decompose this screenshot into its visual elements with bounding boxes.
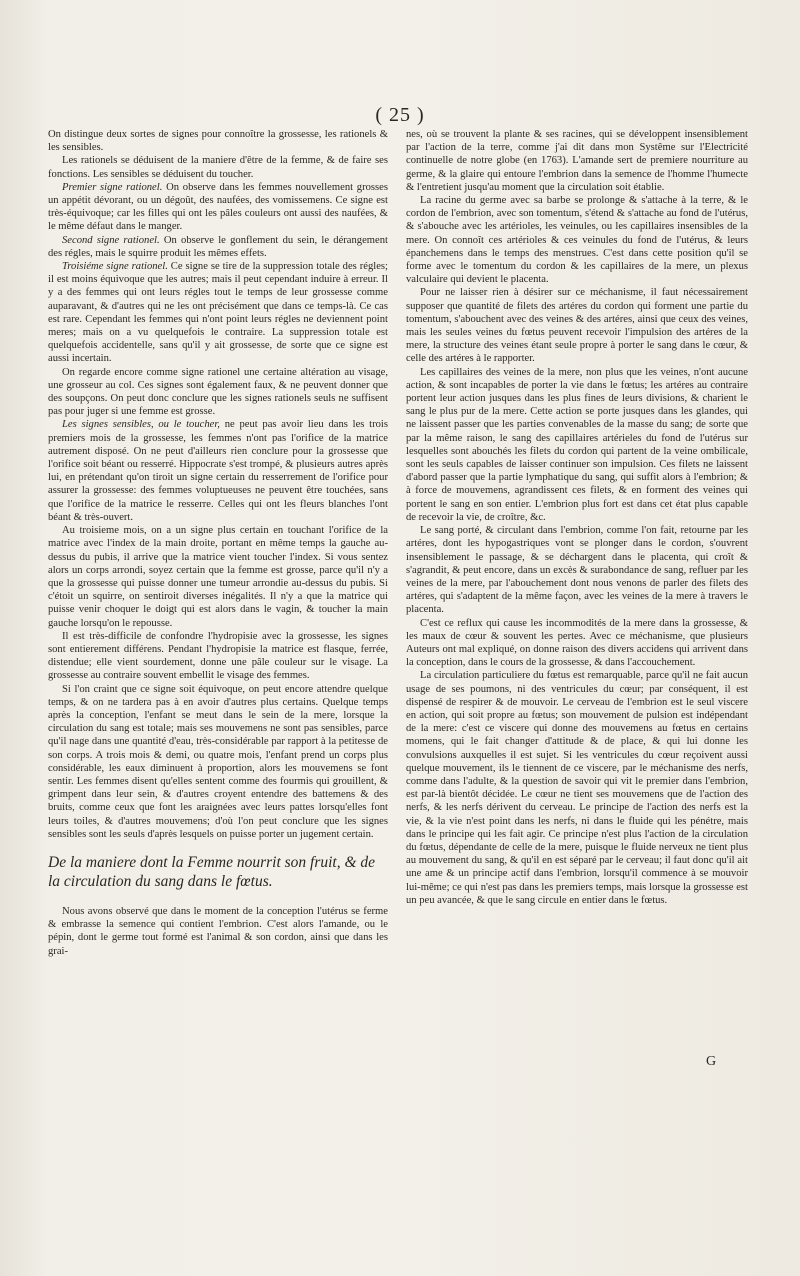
sign-label: Premier signe rationel.: [62, 181, 163, 193]
paragraph: On distingue deux sortes de signes pour connoître la grossesse, les rationels & les sensibles.: [48, 129, 388, 154]
paragraph: C'est ce reflux qui cause les incommodités de la mere dans la grossesse, & les maux de cœur & souvent les pertes. Avec ce méchanisme, que plusieurs Auteurs ont mal expliqué, on donne raison des divers accidens qui arrivent dans la conception, dans le cours de la grossesse, & dans l'accouchement.: [406, 617, 748, 669]
paragraph: Au troisieme mois, on a un signe plus certain en touchant l'orifice de la matrice avec l'index de la main droite, portant en même temps la gauche au-dessus du pubis, il arrive que la matrice vient toucher l'index. Si vous sentez alors un corps arrondi, soyez certain que la femme est grosse, parce qu'il n'y a que la grossesse qui puisse donner une tumeur arrondie au-dessus du pubis. Si c'étoit un squirre, on sentiroit diverses inégalités. Il n'y a que la matrice qui puisse venir choquer le doigt qui est alors dans le vagin, & toucher la main gauche lorsqu'on le repousse.: [48, 525, 388, 629]
sign-text: On observe dans les femmes nouvellement grosses un appétit dévorant, ou un dégoût, des naufées, des vomissemens. Ce signe est très-équivoque; car les filles qui ont les pâles couleurs ont aussi des naufées, & le même défaut dans le manger.: [48, 181, 388, 233]
paragraph: Le sang porté, & circulant dans l'embrion, comme l'on fait, retourne par les artéres, dont les hypogastriques vont se plonger dans le cordon, s'ouvrent insensiblement le passage, & se déchargent dans le placenta, qui croît & s'agrandit, & peut encore, dans un excès & surabondance de sang, refluer par les veines de la mere, par l'abouchement dont nous venons de parler des filets des artéres, qui s'adaptent de la même façon, avec les veines de la mere à travers le placenta.: [406, 525, 748, 616]
sign-paragraph: [48, 181, 388, 234]
sign-label: Second signe rationel.: [62, 234, 160, 246]
paragraph: Les capillaires des veines de la mere, non plus que les veines, n'ont aucune action, & sont incapables de porter la vie dans le fœtus; les artéres au contraire portent leur action jusques dans les plus fines de leurs divisions, & charient le sang le plus pur de la mere. Cette action se porte jusques dans les glandes, qui ne laissent passer que les parties convenables de la masse du sang; de sorte que par la même raison, le sang des capillaires artérieles du fond de l'utérus sur lesquelles sont abouchés les filets du cordon qui partent de la veine ombilicale, sont les seuls capables de laisser continuer son impulsion. Ces filets ne laissent d'abord passer que la partie lymphatique du sang, qui suffit alors à l'embrion; & à force de mouvemens, agrandissent ces filets, & en forment des veines qui portent le sang en son entier. L'embrion plus fort est dans cet état plus capable de recevoir la vie, de croître, &c.: [406, 366, 748, 523]
paragraph: Si l'on craint que ce signe soit équivoque, on peut encore attendre quelque temps, & on ne tardera pas à en avoir d'autres plus certains. Quelque temps après la conception, l'enfant se meut dans le sein de la mere, lorsque la circulation du sang est totale; mais ses mouvemens ne sont pas sensibles, parce qu'il nage dans une quantité d'eau, très-considérable par rapport à la petitesse de son corps. A trois mois & demi, ou quatre mois, l'enfant prend un corps plus considérable, les eaux diminuent à proportion, alors les mouvemens se font sentir. Les femmes disent qu'elles sentent comme des fourmis qui grouillent, & grimpent dans leur sein, & d'autres croyent entendre des battemens & des bruits, comme ceux que font les araignées avec leurs pattes lorsqu'elles font leurs toiles, & d'autres mouvemens; d'où l'on peut conclure que les signes sensibles sont les seuls d'après lesquels on puisse porter un jugement certain.: [48, 683, 388, 840]
paragraph: On regarde encore comme signe rationel une certaine altération au visage, une grosseur au col. Ces signes sont également faux, & ne peuvent donner que des soupçons. On peut donc conclure que les signes rationels seuls ne suffisent pas pour juger si une femme est grosse.: [48, 366, 388, 418]
sign-paragraph: [48, 234, 388, 260]
catchword: G: [706, 1054, 717, 1069]
paragraph: La circulation particuliere du fœtus est remarquable, parce qu'il ne fait aucun usage de ses poumons, ni des ventricules du cœur; par conséquent, il est dispensé de respirer & de mouvoir. Le cerveau de l'embrion est le seul viscere en action, qui soit propre au fœtus; son mouvement de pulsion est indépendant de la mere: c'est ce viscere qui donne des mouvemens au fœtus en certains momens, qui le fait changer d'attitude & de place, & qui lui donne les convulsions auxquelles il est sujet. Si les ventricules du cœur reçoivent aussi quelque mouvement, ils le tiennent de ce viscere, par le méchanisme des nerfs, comme dans l'adulte, & la question de savoir qui vit le premier dans l'embrion, est par-là bientôt décidée. Le cœur ne tient ses mouvemens que de l'action des nerfs, & les nerfs dérivent du cerveau. Le principe de l'action des nerfs est la vie, & la vie n'est point dans les nerfs, ni dans le fluide qui les pénétre, mais dans le principe qui les fait agir. Ce principe n'est plus l'action de la circulation du fœtus, dépendante de celle de la mere, puisque le fluide nerveux ne tient plus au mouvement du sang, & qu'il en est séparé par le cerveau; il faut donc qu'il ait une ame & un principe actif dans l'embrion, lorsqu'il commence à se mouvoir lui-même; ce qui n'est pas dans les premiers temps, mais lorsque la grossesse est un peu avancée, & que le sang circule en entier dans le fœtus.: [406, 670, 748, 906]
paragraph: Il est très-difficile de confondre l'hydropisie avec la grossesse, les signes sont entierement différens. Pendant l'hydropisie la matrice est flasque, ferrée, distendue; elle vient sourdement, donne une pâle couleur sur le visage. La grossesse au contraire souvent embellit le visage des femmes.: [48, 630, 388, 682]
sign-label: Troisiéme signe rationel.: [62, 261, 168, 273]
sensible-text: ne peut pas avoir lieu dans les trois premiers mois de la grossesse, les femmes n'ont pas l'orifice de la matrice autrement disposé. On ne peut d'ailleurs rien conclure pour la grossesse que l'orifice soit béant ou resserré. Hippocrate s'est trompé, & plusieurs autres après lui, en prétendant qu'on tiroit un signe certain du resserrement de l'orifice pour assurer la grossesse: des femmes voluptueuses ne peuvent être touchées, sans que l'orifice de la matrice le resserre. Celles qui ont les fleurs blanches l'ont béant & très-ouvert.: [48, 419, 388, 523]
left-column: [48, 128, 388, 958]
sign-text: Ce signe se tire de la suppression totale des régles; il est moins équivoque que les autres; mais il peut cependant induire à erreur. Il y a des femmes qui ont leurs régles tout le temps de leur grossesse comme auparavant, & d'autres qui ne les ont précisément que dans ce temps-là. Ce cas est rare. Cependant les femmes qui n'ont point leurs régles ne deviennent point meres; mais on a vu quelquefois le contraire. La suppression totale est quelquefois accidentelle, sans qu'il y ait grossesse, de sorte que ce signe est aussi incertain.: [48, 261, 388, 365]
sensible-label: Les signes sensibles, ou le toucher,: [62, 419, 220, 431]
right-column: [406, 128, 748, 907]
sign-paragraph: [48, 260, 388, 366]
paragraph: La racine du germe avec sa barbe se prolonge & s'attache à la terre, & le cordon de l'embrion, avec son tomentum, s'étend & s'attache au fond de l'utérus, & s'abouche avec les artérioles, les veinules, ou les capillaires insensibles de la mere. On connoît ces artérioles & ces veinules du fond de l'utérus, & leurs épanchemens dans le temps des menstrues. C'est dans cette position qu'il se forme avec le tomentum du cordon & les capillaires de la mere, un plexus valculaire qui devient le placenta.: [406, 195, 748, 286]
section-heading: De la maniere dont la Femme nourrit son fruit, & de la circulation du sang dans le fœtus.: [48, 853, 376, 890]
paragraph: Nous avons observé que dans le moment de la conception l'utérus se ferme & embrasse la semence qui contient l'embrion. C'est alors l'amande, ou le pépin, dont le germe tout formé est l'animal & son cordon, ainsi que dans les grai-: [48, 905, 388, 957]
paragraph: Pour ne laisser rien à désirer sur ce méchanisme, il faut nécessairement supposer que quantité de filets des artéres du cordon qui forment une partie du tomentum, s'abouchent avec des veines & des artéres, ainsi que ceux des veines, mais les seules veines du fœtus peuvent recevoir l'impulsion des artéres de la mere, la structure des veines étant seule propre à porter le sang dans le cœur, & celle des artéres à le rapporter.: [406, 287, 748, 365]
page-number: ( 25 ): [375, 104, 425, 126]
paragraph: Les rationels se déduisent de la maniere d'être de la femme, & de faire ses fonctions. Les sensibles se déduisent du toucher.: [48, 155, 388, 180]
paragraph: nes, où se trouvent la plante & ses racines, qui se développent insensiblement par l'action de la terre, comme j'ai dit dans mon Systême sur l'Electricité continuelle de notre globe (en 1763). L'amande sert de premiere nourriture au germe, & la glaire qui entoure l'embrion dans la semence de l'homme l'humecte & l'entretient jusqu'au moment que la circulation soit établie.: [406, 129, 748, 193]
sensible-paragraph: [48, 418, 388, 524]
sign-text: On observe le gonflement du sein, le dérangement des régles, mais le squirre produit les mêmes effets.: [48, 234, 388, 259]
